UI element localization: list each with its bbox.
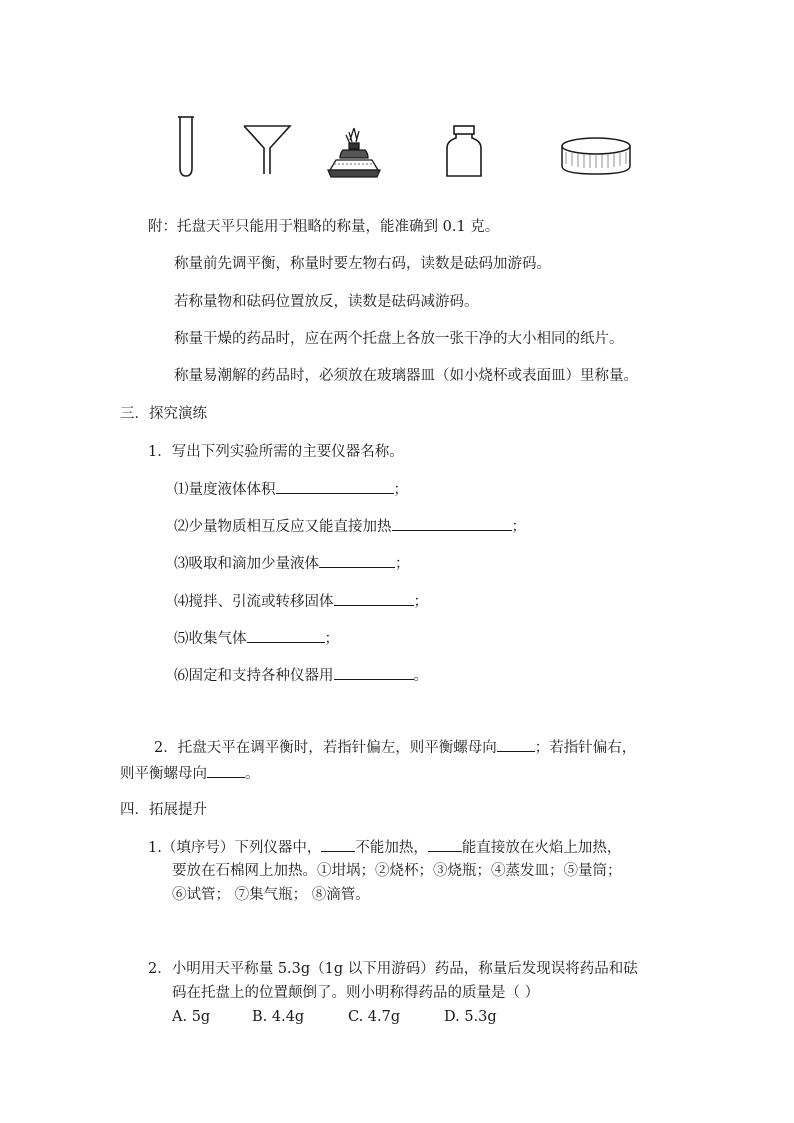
note-line-3: 若称量物和砝码位置放反，读数是砝码减游码。 xyxy=(174,294,479,310)
answer-blank[interactable] xyxy=(497,737,535,752)
alcohol-lamp-icon xyxy=(328,128,380,177)
s4-q1-line-3: ⑥试管； ⑦集气瓶； ⑧滴管。 xyxy=(172,887,370,903)
answer-blank[interactable] xyxy=(319,553,395,568)
s3-q1-item-1: ⑴量度液体体积 ； xyxy=(174,479,408,500)
s4-q2-line-1: 2．小明用天平称量 5.3g（1g 以下用游码）药品，称量后发现误将药品和砝 xyxy=(148,961,638,977)
answer-blank[interactable] xyxy=(247,628,325,643)
funnel-icon xyxy=(244,126,290,174)
answer-blank[interactable] xyxy=(428,837,462,852)
option-a[interactable]: A. 5g xyxy=(172,1009,211,1025)
s3-q1-stem: 1．写出下列实验所需的主要仪器名称。 xyxy=(148,444,404,460)
test-tube-icon xyxy=(178,117,194,176)
s3-q1-item-5: ⑸收集气体 ； xyxy=(174,628,339,649)
section-4-title: 四．拓展提升 xyxy=(120,802,207,818)
gas-jar-icon xyxy=(447,126,481,176)
answer-blank[interactable] xyxy=(207,763,245,778)
option-c[interactable]: C. 4.7g xyxy=(348,1009,401,1025)
note-line-1: 附：托盘天平只能用于粗略的称量，能准确到 0.1 克。 xyxy=(148,219,500,235)
s3-q2-line-2: 则平衡螺母向 。 xyxy=(120,763,260,784)
s3-q1-item-2: ⑵少量物质相互反应又能直接加热 ； xyxy=(174,516,526,537)
evaporating-dish-icon xyxy=(562,138,630,174)
s4-q2-options xyxy=(172,1007,497,1027)
s3-q1-item-3: ⑶吸取和滴加少量液体 ； xyxy=(174,553,410,574)
s3-q1-item-6: ⑹固定和支持各种仪器用 。 xyxy=(174,665,428,686)
answer-blank[interactable] xyxy=(334,665,414,680)
s4-q1-line-2: 要放在石棉网上加热。①坩埚；②烧杯；③烧瓶；④蒸发皿；⑤量筒； xyxy=(172,863,622,879)
note-line-4: 称量干燥的药品时，应在两个托盘上各放一张干净的大小相同的纸片。 xyxy=(174,331,624,347)
section-3-title: 三．探究演练 xyxy=(120,406,207,422)
note-line-2: 称量前先调平衡，称量时要左物右码，读数是砝码加游码。 xyxy=(174,256,551,272)
s3-q2-line-1: 2．托盘天平在调平衡时，若指针偏左，则平衡螺母向 ；若指针偏右， xyxy=(154,737,636,758)
s4-q1-line-1: 1.（填序号）下列仪器中， 不能加热， 能直接放在火焰上加热， xyxy=(148,837,621,858)
note-line-5: 称量易潮解的药品时，必须放在玻璃器皿（如小烧杯或表面皿）里称量。 xyxy=(174,368,638,384)
option-d[interactable]: D. 5.3g xyxy=(444,1009,497,1025)
s3-q1-item-4: ⑷搅拌、引流或转移固体 ； xyxy=(174,591,428,612)
answer-blank[interactable] xyxy=(276,479,394,494)
option-b[interactable]: B. 4.4g xyxy=(252,1009,305,1025)
instrument-illustrations xyxy=(0,0,794,200)
answer-blank[interactable] xyxy=(392,516,512,531)
s4-q2-line-2: 码在托盘上的位置颠倒了。则小明称得药品的质量是（ ） xyxy=(172,985,540,1001)
answer-blank[interactable] xyxy=(334,591,414,606)
answer-blank[interactable] xyxy=(321,837,355,852)
